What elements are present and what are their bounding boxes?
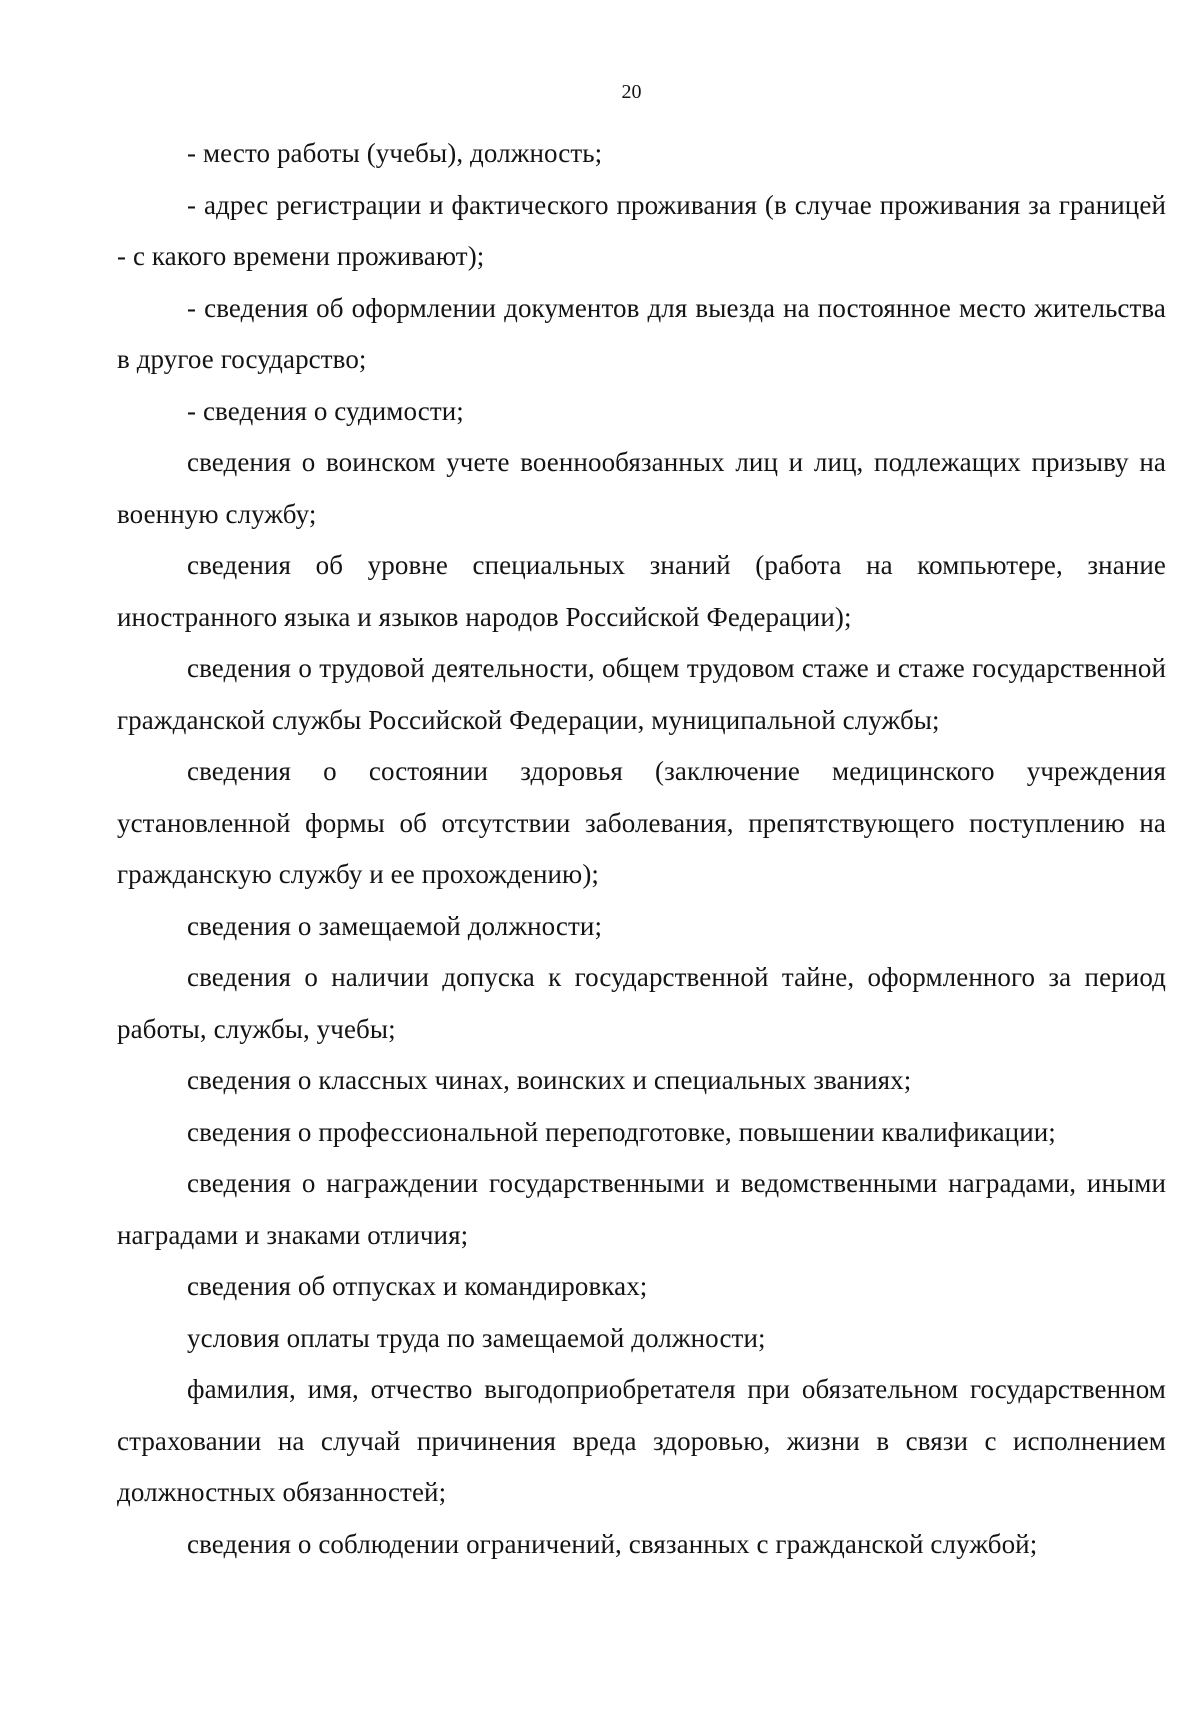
paragraph: - сведения о судимости; [187,395,464,426]
paragraph: сведения о наличии допуска к государственной тайне, оформленного за период работы, службы, учебы; [117,962,1166,1044]
paragraph: фамилия, имя, отчество выгодоприобретателя при обязательном государственном страховании на случай причинения вреда здоровью, жизни в связи с исполнением должностных обязанностей; [117,1374,1166,1507]
paragraph: сведения о соблюдении ограничений, связанных с гражданской службой; [187,1528,1038,1559]
paragraph: сведения о замещаемой должности; [187,910,603,941]
paragraph: сведения о профессиональной переподготовке, повышении квалификации; [187,1116,1056,1147]
paragraph: - место работы (учебы), должность; [187,138,603,168]
paragraph: условия оплаты труда по замещаемой должности; [187,1322,766,1353]
paragraph: сведения о классных чинах, воинских и специальных званиях; [187,1065,912,1095]
paragraph: сведения о состоянии здоровья (заключение медицинского учреждения установленной формы об отсутствии заболевания, препятствующего поступлению на гражданскую службу и ее прохождению); [117,756,1166,889]
paragraph: сведения о воинском учете военнообязанных лиц и лиц, подлежащих призыву на военную службу; [117,447,1166,529]
paragraph: сведения о награждении государственными и ведомственными наградами, иными наградами и знаками отличия; [117,1168,1166,1250]
paragraph: сведения об отпусках и командировках; [187,1271,648,1301]
page-number: 20 [621,81,642,103]
paragraph: сведения об уровне специальных знаний (работа на компьютере, знание иностранного языка и языков народов Российской Федерации); [117,550,1166,632]
document-body [117,128,1166,1570]
paragraph: сведения о трудовой деятельности, общем трудовом стаже и стаже государственной гражданской службы Российской Федерации, муниципальной службы; [117,653,1166,735]
paragraph: - сведения об оформлении документов для выезда на постоянное место жительства в другое государство; [117,292,1166,374]
paragraph: - адрес регистрации и фактического проживания (в случае проживания за границей - с какого времени проживают); [117,189,1166,271]
